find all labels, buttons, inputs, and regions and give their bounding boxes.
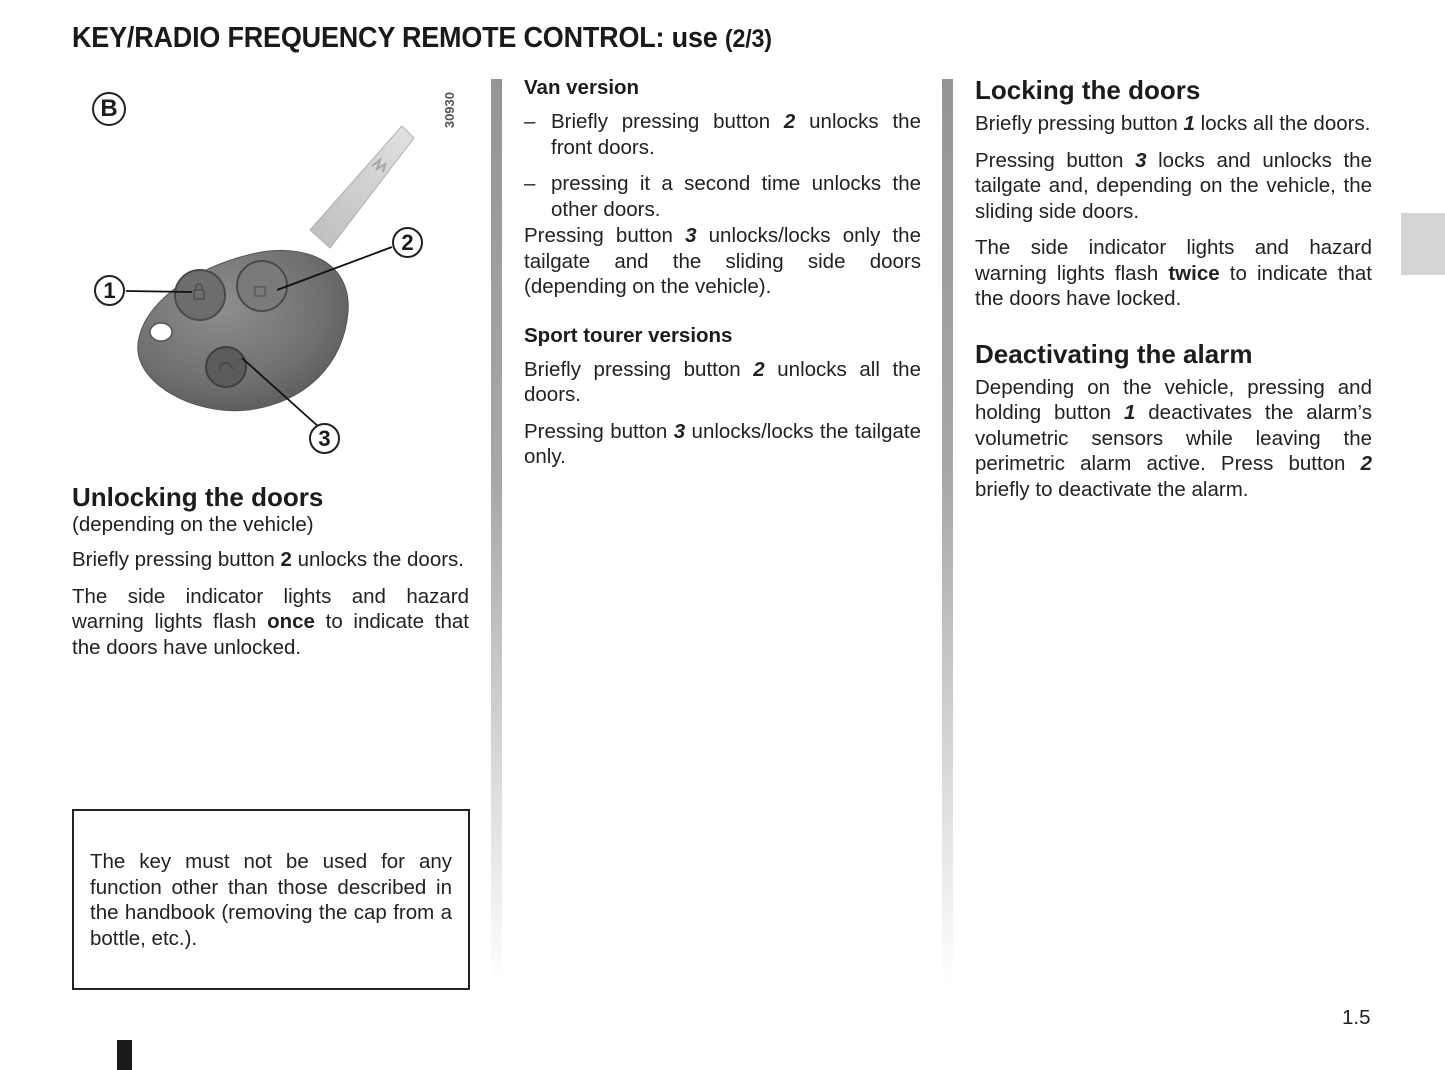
page-title [72, 22, 772, 55]
button-number: 3 [1135, 148, 1147, 172]
emphasis: twice [1168, 261, 1220, 285]
button-number: 1 [1123, 401, 1136, 424]
button-number: 2 [753, 357, 765, 381]
chapter-thumb-tab [1401, 213, 1445, 275]
locking-section [975, 75, 1372, 513]
text: to indicate that the doors have locked. [975, 261, 1372, 310]
text: unlocks/locks only the tailgate and the sliding side doors (depending on the vehicle). [524, 224, 921, 298]
emphasis: once [267, 610, 315, 633]
callout-button-2: 2 [392, 227, 423, 258]
locking-heading: Locking the doors [975, 75, 1201, 105]
text: Briefly pressing button [524, 357, 754, 381]
text: to indicate that the doors have unlocked. [72, 610, 469, 659]
text: pressing it a second time unlocks the other doors. [551, 172, 921, 221]
unlocking-paragraph-2 [72, 584, 469, 661]
text: unlocks all the doors. [524, 357, 921, 406]
text: Briefly pressing button [551, 110, 784, 133]
locking-paragraph-2 [975, 148, 1372, 225]
column-divider-right [942, 79, 953, 984]
text: The side indicator lights and hazard warning lights flash [72, 584, 469, 633]
van-list [524, 109, 921, 222]
van-section [524, 75, 921, 481]
button-number: 2 [1360, 452, 1372, 475]
text: unlocks/locks the tailgate only. [524, 419, 921, 468]
text: Briefly pressing button [72, 548, 281, 571]
text: briefly to deactivate the alarm. [975, 477, 1249, 501]
button-number: 3 [673, 419, 686, 443]
button-number: 1 [1183, 112, 1195, 135]
column-divider-left [491, 79, 502, 984]
text: unlocks the doors. [291, 548, 465, 571]
figure-code: 30930 [442, 92, 457, 129]
callout-button-3: 3 [309, 423, 340, 454]
locking-paragraph-1 [975, 111, 1372, 137]
van-list-item [524, 171, 921, 222]
van-list-item [524, 109, 921, 160]
dash-bullet: – [524, 110, 536, 133]
unlocking-section [72, 482, 469, 671]
text: The side indicator lights and hazard warning lights flash [975, 236, 1372, 285]
unlocking-paragraph-1 [72, 547, 469, 573]
text: Pressing button [524, 419, 674, 443]
warning-text: The key must not be used for any function other than those described in the handbook (removing the cap from a bottle, etc.). [90, 850, 452, 950]
sport-tourer-heading: Sport tourer versions [524, 323, 733, 347]
alarm-paragraph [975, 375, 1372, 503]
sport-tourer-paragraph-1 [524, 357, 921, 408]
callout-button-1: 1 [94, 275, 125, 306]
text: deactivates the alarm’s volumetric sensors while leaving the perimetric alarm active. Press button [975, 401, 1372, 475]
text: locks and unlocks the tailgate and, depending on the vehicle, the sliding side doors. [975, 148, 1372, 223]
van-paragraph [524, 223, 921, 300]
key-fob-icon [72, 82, 472, 462]
figure-label: B [92, 92, 126, 126]
text: Briefly pressing button [975, 112, 1184, 135]
sport-tourer-paragraph-2 [524, 419, 921, 470]
text: unlocks the front doors. [551, 110, 921, 159]
alarm-heading: Deactivating the alarm [975, 338, 1253, 369]
button-number: 2 [783, 110, 796, 133]
van-heading: Van version [524, 76, 640, 99]
dash-bullet: – [524, 172, 536, 195]
unlocking-heading: Unlocking the doors [72, 482, 324, 512]
page-number: 1.5 [1342, 1006, 1371, 1029]
warning-box [72, 809, 470, 990]
button-number: 2 [280, 548, 292, 571]
text: locks all the doors. [1194, 112, 1371, 135]
unlocking-note: (depending on the vehicle) [72, 513, 314, 536]
button-number: 3 [685, 224, 697, 247]
text: Depending on the vehicle, pressing and holding button [975, 375, 1372, 424]
page-title-text: KEY/RADIO FREQUENCY REMOTE CONTROL: use [72, 22, 718, 54]
locking-paragraph-3 [975, 235, 1372, 312]
page-title-part: (2/3) [724, 25, 772, 53]
text: Pressing button [524, 224, 686, 247]
text: Pressing button [975, 148, 1136, 172]
key-fob-illustration [72, 82, 472, 462]
print-corner-mark [117, 1040, 132, 1070]
